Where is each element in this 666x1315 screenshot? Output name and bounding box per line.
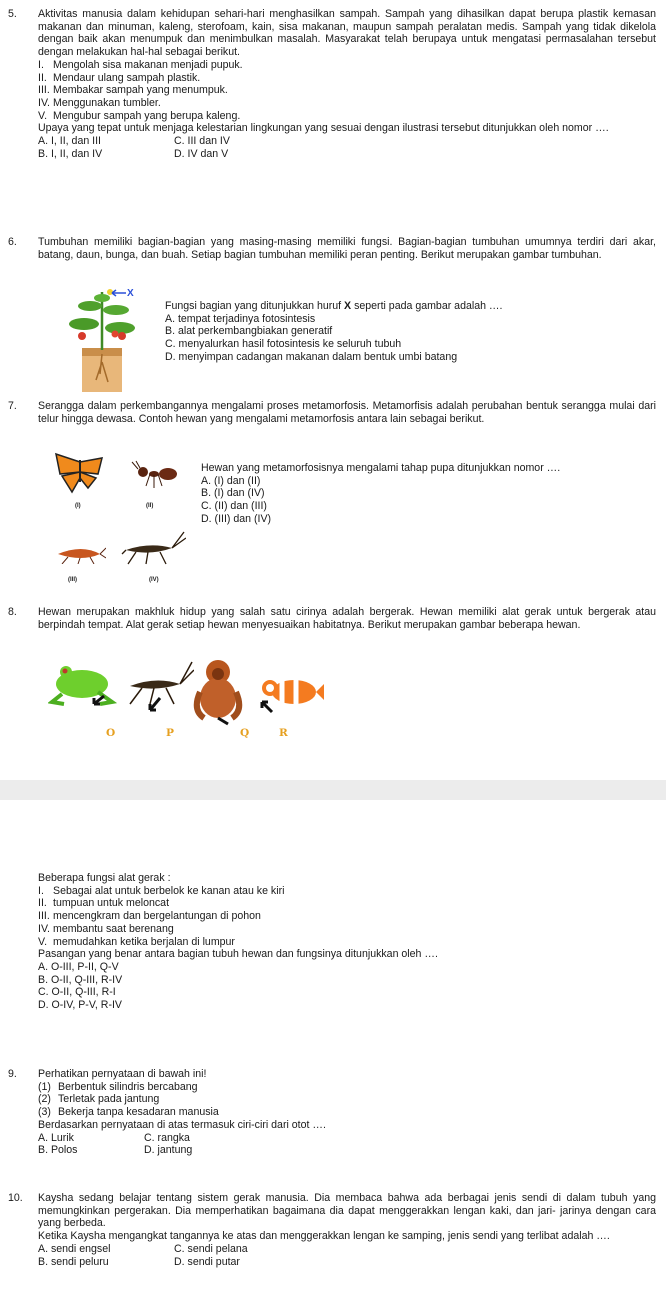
question-text: Aktivitas manusia dalam kehidupan sehari-hari menghasilkan sampah. Sampah yang dihasilkan dapat berupa plastik kemasan makanan dan minuman, kaleng, sterofoam, kain, sisa makanan, maupun sampah peralatan medis. Sampah yang tidak dikelola dengan baik akan menumpuk dan menimbulkan masalah. Masyarakat telah berupaya untuk mengatasi permasalahan tersebut dengan melakukan hal-hal sebagai berikut.	[38, 8, 656, 59]
question-7-prompt	[201, 462, 651, 526]
question-number: 5.	[8, 8, 17, 20]
question-number: 6.	[8, 236, 17, 248]
list-item: (2) Terletak pada jantung	[38, 1093, 160, 1106]
option-d[interactable]: D. (III) dan (IV)	[201, 512, 272, 525]
question-prompt: Upaya yang tepat untuk menjaga kelestarian lingkungan yang sesuai dengan ilustrasi tersebut ditunjukkan oleh nomor ….	[38, 122, 609, 135]
question-prompt: Ketika Kaysha mengangkat tangannya ke atas dan menggerakkan lengan ke samping, jenis sendi yang terlibat adalah ….	[38, 1230, 610, 1243]
option-c[interactable]: C. (II) dan (III)	[201, 500, 267, 513]
option-a[interactable]: A. sendi engsel	[38, 1242, 111, 1255]
option-b[interactable]: B. sendi peluru	[38, 1255, 109, 1268]
option-c[interactable]: C. O-II, Q-III, R-I	[38, 986, 116, 999]
statement-list	[38, 59, 656, 123]
label-r: R	[279, 727, 288, 739]
list-item: III. mencengkram dan bergelantungan di pohon	[38, 910, 261, 923]
list-item: IV. membantu saat berenang	[38, 922, 174, 935]
label-iii: (III)	[68, 577, 77, 583]
marker-x-label: X	[127, 288, 134, 299]
option-a[interactable]: A. Lurik	[38, 1131, 74, 1144]
option-a[interactable]: A. (I) dan (II)	[201, 474, 261, 487]
question-number: 7.	[8, 400, 17, 412]
functions-intro: Beberapa fungsi alat gerak :	[38, 872, 171, 884]
question-10	[8, 1192, 656, 1268]
option-b[interactable]: B. Polos	[38, 1144, 78, 1157]
question-text: Perhatikan pernyataan di bawah ini!	[38, 1068, 207, 1080]
option-c[interactable]: C. III dan IV	[174, 135, 230, 148]
list-item: (3) Bekerja tanpa kesadaran manusia	[38, 1106, 219, 1119]
option-a[interactable]: A. O-III, P-II, Q-V	[38, 960, 119, 973]
label-iv: (IV)	[149, 577, 159, 583]
option-b[interactable]: B. (I) dan (IV)	[201, 487, 265, 500]
option-c[interactable]: C. sendi pelana	[174, 1242, 248, 1255]
ant-image	[130, 460, 180, 490]
option-c[interactable]: C. menyalurkan hasil fotosintesis ke seluruh tubuh	[165, 338, 402, 351]
question-prompt: Fungsi bagian yang ditunjukkan huruf X seperti pada gambar adalah ….	[165, 300, 503, 312]
orangutan-image	[190, 656, 250, 726]
page-break	[0, 780, 666, 800]
option-d[interactable]: D. sendi putar	[174, 1255, 240, 1268]
answer-options	[38, 135, 656, 160]
question-8	[8, 606, 656, 631]
list-item: II. tumpuan untuk meloncat	[38, 897, 170, 910]
option-a[interactable]: A. tempat terjadinya fotosintesis	[165, 312, 316, 325]
label-i: (I)	[75, 503, 81, 509]
question-prompt: Pasangan yang benar antara bagian tubuh hewan dan fungsinya ditunjukkan oleh ….	[38, 948, 438, 961]
question-number: 10.	[8, 1192, 23, 1204]
list-item: I. Mengolah sisa makanan menjadi pupuk.	[38, 58, 243, 71]
answer-options	[38, 1132, 656, 1157]
option-b[interactable]: B. alat perkembangbiakan generatif	[165, 325, 333, 338]
option-d[interactable]: D. IV dan V	[174, 147, 229, 160]
question-text: Tumbuhan memiliki bagian-bagian yang masing-masing memiliki fungsi. Bagian-bagian tumbuhan umumnya terdiri dari akar, batang, daun, bunga, dan buah. Setiap bagian tumbuhan memiliki peran penting. Berikut merupakan gambar tumbuhan.	[38, 236, 656, 261]
option-d[interactable]: D. jantung	[144, 1144, 193, 1157]
question-5	[8, 8, 656, 160]
question-number: 8.	[8, 606, 17, 618]
frog-image	[48, 660, 118, 710]
answer-options	[38, 1243, 656, 1268]
cricket-image	[120, 530, 186, 566]
question-text: Serangga dalam perkembangannya mengalami proses metamorfosis. Metamorfisis adalah perubahan bentuk serangga mulai dari telur hingga dewasa. Contoh hewan yang mengalami metamorfosis antara lain sebagai berikut.	[38, 400, 656, 425]
question-text: Kaysha sedang belajar tentang sistem gerak manusia. Dia membaca bahwa ada berbagai jenis sendi di dalam tubuh yang memungkinkan pergerakan. Dia memperhatikan bagaimana dia dapat menggerakkan lengan kaki, dan jari- jarinya dengan cara yang berbeda.	[38, 1192, 656, 1230]
option-c[interactable]: C. rangka	[144, 1131, 190, 1144]
label-o: O	[106, 727, 116, 739]
list-item: III. Membakar sampah yang menumpuk.	[38, 84, 228, 97]
option-b[interactable]: B. O-II, Q-III, R-IV	[38, 973, 123, 986]
list-item: V. Mengubur sampah yang berupa kaleng.	[38, 109, 241, 122]
statement-list	[38, 1081, 656, 1119]
label-q: Q	[240, 727, 250, 739]
butterfly-image	[54, 452, 106, 496]
list-item: (1) Berbentuk silindris bercabang	[38, 1080, 198, 1093]
question-prompt: Hewan yang metamorfosisnya mengalami tahap pupa ditunjukkan nomor ….	[201, 462, 561, 474]
question-prompt: Berdasarkan pernyataan di atas termasuk ciri-ciri dari otot ….	[38, 1118, 326, 1131]
label-p: P	[166, 727, 174, 739]
cockroach-image	[56, 542, 106, 564]
question-7	[8, 400, 656, 425]
clownfish-image	[258, 672, 324, 716]
question-8-continued	[8, 872, 656, 1012]
option-d[interactable]: D. O-IV, P-V, R-IV	[38, 999, 122, 1012]
question-9	[8, 1068, 656, 1157]
list-item: IV. Menggunakan tumbler.	[38, 96, 161, 109]
option-d[interactable]: D. menyimpan cadangan makanan dalam bentuk umbi batang	[165, 350, 458, 363]
question-number: 9.	[8, 1068, 17, 1080]
cricket-image	[120, 658, 194, 714]
question-text: Hewan merupakan makhluk hidup yang salah satu cirinya adalah bergerak. Hewan memiliki alat gerak untuk bergerak atau berpindah tempat. Alat gerak setiap hewan menyesuaikan habitatnya. Berikut merupakan gambar beberapa hewan.	[38, 606, 656, 631]
list-item: I. Sebagai alat untuk berbelok ke kanan atau ke kiri	[38, 884, 285, 897]
question-6	[8, 236, 656, 261]
question-6-prompt	[165, 300, 645, 364]
plant-image	[60, 284, 160, 394]
function-list	[38, 885, 656, 949]
list-item: II. Mendaur ulang sampah plastik.	[38, 71, 201, 84]
option-b[interactable]: B. I, II, dan IV	[38, 147, 103, 160]
list-item: V. memudahkan ketika berjalan di lumpur	[38, 935, 235, 948]
label-ii: (II)	[146, 503, 154, 509]
option-a[interactable]: A. I, II, dan III	[38, 135, 102, 148]
